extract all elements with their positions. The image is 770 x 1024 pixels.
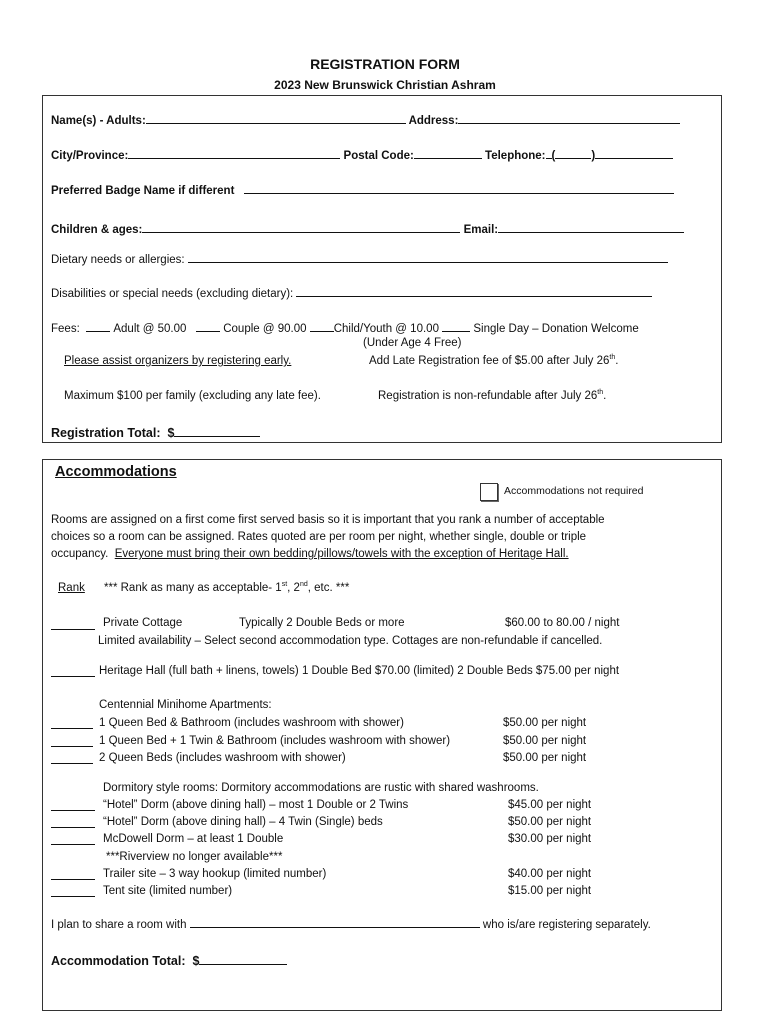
dorm-item-price: $45.00 per night xyxy=(508,799,592,811)
paren-open: ( xyxy=(551,150,556,162)
intro-line-2: choices so a room can be assigned. Rates quoted are per room per night, whether single, double or triple xyxy=(51,531,587,543)
accommodations-not-required-label: Accommodations not required xyxy=(504,485,644,497)
heritage-hall: Heritage Hall (full bath + linens, towels) 1 Double Bed $70.00 (limited) 2 Double Beds $75.00 per night xyxy=(99,665,620,677)
postal-input[interactable] xyxy=(414,147,482,159)
accommodation-total-currency: $ xyxy=(192,954,200,968)
tent-name: Tent site (limited number) xyxy=(103,885,233,897)
rank-instructions xyxy=(104,582,349,594)
rank-input-dorm-3[interactable] xyxy=(51,833,95,845)
intro-line-1: Rooms are assigned on a first come first served basis so it is important that you rank a number of acceptable xyxy=(51,514,605,526)
dorm-item-name: McDowell Dorm – at least 1 Double xyxy=(103,833,284,845)
fee-adult-label: Adult @ 50.00 xyxy=(113,323,187,335)
rank-instr-sup2: nd xyxy=(299,581,308,589)
fee-single-day-label: Single Day – Donation Welcome xyxy=(473,323,639,335)
address-input[interactable] xyxy=(458,112,680,124)
city-label: City/Province: xyxy=(51,150,129,162)
badge-input[interactable] xyxy=(244,182,674,194)
children-row xyxy=(51,221,684,236)
rank-input-dorm-1[interactable] xyxy=(51,799,95,811)
nonrefund-end: . xyxy=(603,390,607,402)
fee-single-day-input[interactable] xyxy=(442,320,470,332)
city-input[interactable] xyxy=(128,147,340,159)
rank-instr-a: *** Rank as many as acceptable- 1 xyxy=(104,582,282,594)
rank-input-tent[interactable] xyxy=(51,885,95,897)
trailer-price: $40.00 per night xyxy=(508,868,592,880)
cottage-beds: Typically 2 Double Beds or more xyxy=(239,617,405,629)
accommodations-heading: Accommodations xyxy=(55,464,177,480)
minihome-item-name: 1 Queen Bed + 1 Twin & Bathroom (includes washroom with shower) xyxy=(99,735,451,747)
fees-row xyxy=(51,320,639,335)
share-input[interactable] xyxy=(190,916,480,928)
dorm-heading: Dormitory style rooms: Dormitory accommodations are rustic with shared washrooms. xyxy=(103,782,539,794)
disabilities-row xyxy=(51,285,652,300)
cottage-name: Private Cottage xyxy=(103,617,183,629)
late-fee-note xyxy=(369,355,618,367)
rank-input-heritage[interactable] xyxy=(51,665,95,677)
badge-label: Preferred Badge Name if different xyxy=(51,185,235,197)
fee-child-label: Child/Youth @ 10.00 xyxy=(333,323,439,335)
dietary-input[interactable] xyxy=(188,251,668,263)
email-input[interactable] xyxy=(498,221,684,233)
minihome-item-price: $50.00 per night xyxy=(503,752,587,764)
address-label: Address: xyxy=(408,115,459,127)
city-row xyxy=(51,147,673,162)
dietary-label: Dietary needs or allergies: xyxy=(51,254,185,266)
share-row xyxy=(51,916,651,931)
intro-line-3-plain: occupancy. xyxy=(51,548,115,560)
children-label: Children & ages: xyxy=(51,224,143,236)
share-suffix: who is/are registering separately. xyxy=(482,919,651,931)
intro-line-3-underlined: Everyone must bring their own bedding/pillows/towels with the exception of Heritage Hall. xyxy=(114,548,569,560)
telephone-label: Telephone: xyxy=(485,150,546,162)
intro-line-3 xyxy=(51,548,569,560)
dorm-item-price: $50.00 per night xyxy=(508,816,592,828)
fee-child-input[interactable] xyxy=(310,320,334,332)
postal-label: Postal Code: xyxy=(343,150,414,162)
rank-instr-c: , etc. *** xyxy=(307,582,350,594)
late-fee-text: Add Late Registration fee of $5.00 after July 26 xyxy=(369,355,610,367)
fee-adult-input[interactable] xyxy=(86,320,110,332)
assist-note: Please assist organizers by registering early. xyxy=(64,355,292,367)
telephone-input[interactable] xyxy=(595,147,673,159)
minihome-item-name: 1 Queen Bed & Bathroom (includes washroom with shower) xyxy=(99,717,404,729)
riverview-note: ***Riverview no longer available*** xyxy=(106,851,283,863)
rank-input-minihome-2[interactable] xyxy=(51,735,93,747)
tent-price: $15.00 per night xyxy=(508,885,592,897)
registration-total-input[interactable] xyxy=(174,425,260,437)
registration-total-label: Registration Total: xyxy=(51,426,161,440)
accommodations-not-required-checkbox[interactable] xyxy=(480,483,498,501)
rank-input-trailer[interactable] xyxy=(51,868,95,880)
share-label: I plan to share a room with xyxy=(51,919,187,931)
registration-total-row xyxy=(51,425,260,440)
rank-instr-sup1: st xyxy=(281,581,288,589)
names-input[interactable] xyxy=(146,112,406,124)
max-note: Maximum $100 per family (excluding any late fee). xyxy=(64,390,321,402)
dorm-item-name: “Hotel” Dorm (above dining hall) – most 1 Double or 2 Twins xyxy=(103,799,409,811)
rank-input-minihome-1[interactable] xyxy=(51,717,93,729)
minihome-heading: Centennial Minihome Apartments: xyxy=(99,699,272,711)
rank-input-minihome-3[interactable] xyxy=(51,752,93,764)
area-code-digits-input[interactable] xyxy=(555,147,591,159)
form-subtitle: 2023 New Brunswick Christian Ashram xyxy=(274,78,496,92)
badge-row xyxy=(51,182,674,197)
fee-couple-label: Couple @ 90.00 xyxy=(223,323,307,335)
accommodation-total-label: Accommodation Total: xyxy=(51,954,186,968)
names-label: Name(s) - Adults: xyxy=(51,115,146,127)
fee-couple-input[interactable] xyxy=(196,320,220,332)
minihome-item-name: 2 Queen Beds (includes washroom with shower) xyxy=(99,752,346,764)
rank-input-cottage[interactable] xyxy=(51,618,95,630)
rank-instr-b: , 2 xyxy=(287,582,300,594)
email-label: Email: xyxy=(463,224,499,236)
dietary-row xyxy=(51,251,668,266)
dorm-item-price: $30.00 per night xyxy=(508,833,592,845)
rank-label: Rank xyxy=(58,582,85,594)
nonrefund-text: Registration is non-refundable after July 26 xyxy=(378,390,598,402)
nonrefund-note xyxy=(378,390,606,402)
under-age-note: (Under Age 4 Free) xyxy=(363,337,462,349)
dorm-item-name: “Hotel” Dorm (above dining hall) – 4 Twin (Single) beds xyxy=(103,816,383,828)
disabilities-label: Disabilities or special needs (excluding dietary): xyxy=(51,288,294,300)
trailer-name: Trailer site – 3 way hookup (limited number) xyxy=(103,868,327,880)
accommodation-total-row xyxy=(51,953,287,968)
form-title: REGISTRATION FORM xyxy=(310,56,460,72)
registration-total-currency: $ xyxy=(167,426,175,440)
cottage-note: Limited availability – Select second accommodation type. Cottages are non-refundable if cancelled. xyxy=(98,635,603,647)
disabilities-input[interactable] xyxy=(296,285,652,297)
names-row xyxy=(51,112,680,127)
late-fee-end: . xyxy=(615,355,619,367)
paren-close: ) xyxy=(591,150,596,162)
cottage-price: $60.00 to 80.00 / night xyxy=(505,617,620,629)
minihome-item-price: $50.00 per night xyxy=(503,717,587,729)
nonrefund-sup: th xyxy=(597,389,604,397)
children-input[interactable] xyxy=(142,221,460,233)
late-fee-sup: th xyxy=(609,354,616,362)
rank-input-dorm-2[interactable] xyxy=(51,816,95,828)
fees-label: Fees: xyxy=(51,323,80,335)
accommodation-total-input[interactable] xyxy=(199,953,287,965)
minihome-item-price: $50.00 per night xyxy=(503,735,587,747)
